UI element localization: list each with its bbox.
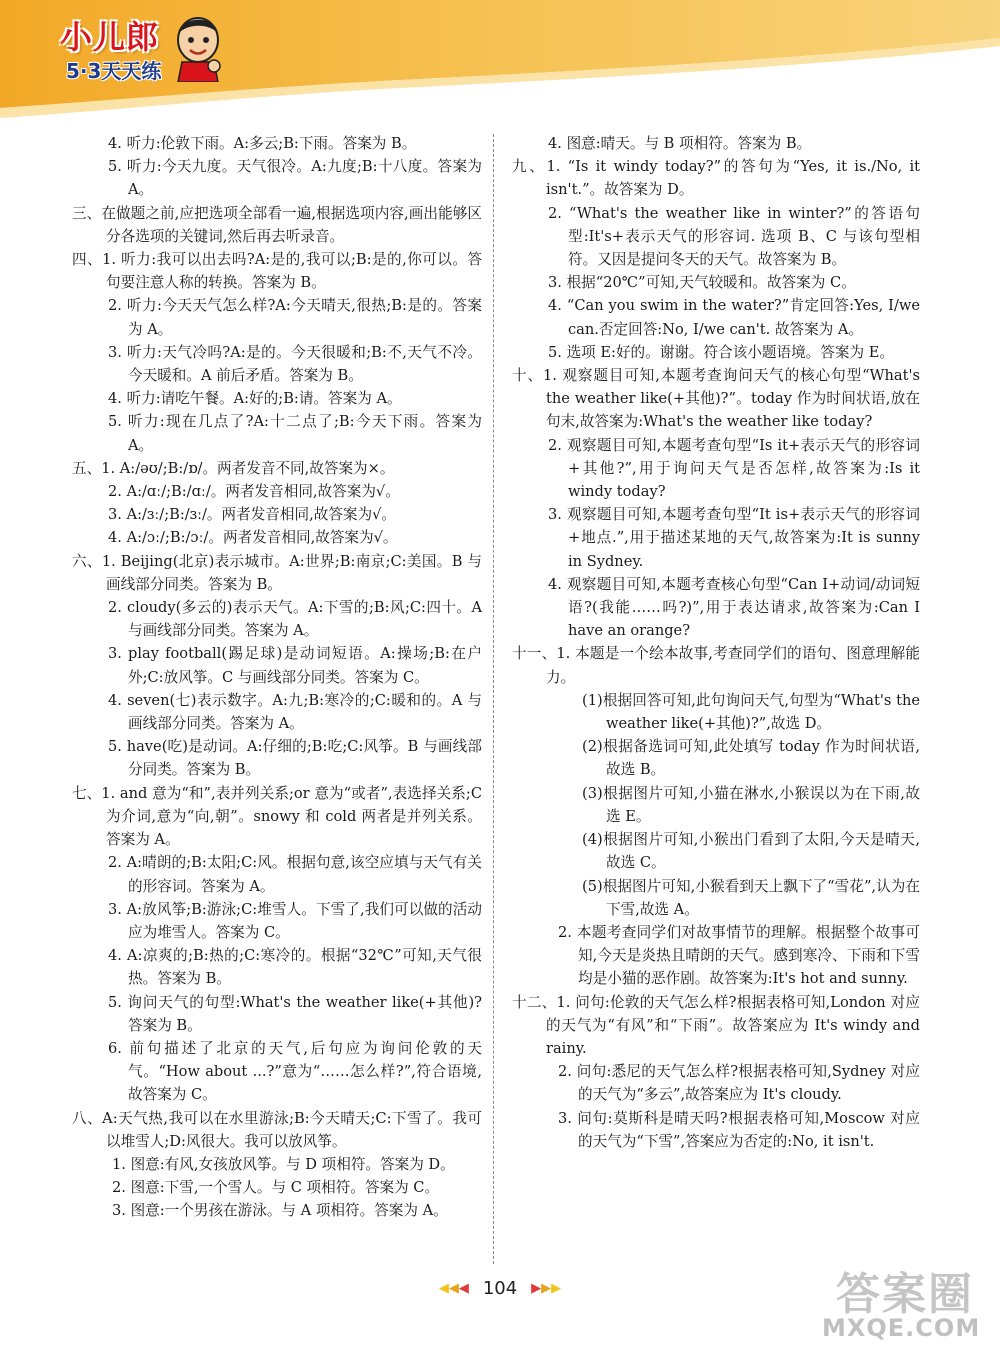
arrow-right-icon: ▶ (541, 1281, 552, 1296)
answer-entry: 4. A:凉爽的;B:热的;C:寒冷的。根据“32℃”可知,天气很热。答案为 B。 (108, 947, 482, 988)
answer-entry: 2. A:晴朗的;B:太阳;C:风。根据句意,该空应填与天气有关的形容词。答案为 A。 (108, 854, 482, 895)
watermark-url: MXQE.COM (822, 1314, 981, 1342)
page-header (0, 0, 1000, 118)
answer-entry: 5. 听力:今天九度。天气很冷。A:九度;B:十八度。答案为 A。 (108, 158, 482, 199)
arrow-left-icon: ◀ (438, 1281, 449, 1296)
answer-entry: 3. A:放风筝;B:游泳;C:堆雪人。下雪了,我们可以做的活动应为堆雪人。答案为 C。 (108, 900, 482, 941)
answer-entry: 十一、1. 本题是一个绘本故事,考查同学们的语句、图意理解能力。 (512, 645, 920, 686)
answer-entry: (2)根据备选词可知,此处填写 today 作为时间状语,故选 B。 (582, 738, 920, 779)
answer-entry: 1. 图意:有风,女孩放风筝。与 D 项相符。答案为 D。 (112, 1155, 455, 1173)
answer-entry: 4. 观察题目可知,本题考查核心句型“Can I+动词/动词短语?(我能……吗?)”,用于表达请求,故答案为:Can I have an orange? (548, 575, 920, 640)
answer-entry: 6. 前句描述了北京的天气,后句应为询问伦敦的天气。“How about ...?”意为“……怎么样?”,符合语境,故答案为 C。 (108, 1039, 482, 1104)
answer-entry: 4. 图意:晴天。与 B 项相符。答案为 B。 (548, 135, 812, 152)
watermark (818, 1258, 998, 1354)
answer-entry: 十二、1. 问句:伦敦的天气怎么样?根据表格可知,London 对应的天气为“有风”和“下雨”。故答案应为 It's windy and rainy. (512, 993, 920, 1057)
arrow-left-icon: ◀ (458, 1281, 469, 1296)
answer-entry: 四、1. 听力:我可以出去吗?A:是的,我可以;B:是的,你可以。答句要注意人称的转换。答案为 B。 (72, 251, 482, 292)
answer-entry: 4. 听力:请吃午餐。A:好的;B:请。答案为 A。 (108, 390, 402, 408)
answer-entry: 5. 询问天气的句型:What's the weather like(+其他)?答案为 B。 (108, 993, 482, 1034)
arrow-right-icon: ▶ (551, 1281, 562, 1296)
answer-entry: (1)根据回答可知,此句询问天气,句型为“What's the weather like(+其他)?”,故选 D。 (582, 691, 920, 733)
answer-entry: 三、在做题之前,应把选项全部看一遍,根据选项内容,画出能够区分各选项的关键词,然后再去听录音。 (72, 204, 482, 245)
brand-logo: 小儿郎 (60, 18, 160, 56)
answer-entry: (4)根据图片可知,小猴出门看到了太阳,今天是晴天,故选 C。 (582, 831, 920, 872)
answer-entry: 2. 观察题目可知,本题考查句型“Is it+表示天气的形容词+其他?”,用于询问天气是否怎样,故答案为:Is it windy today? (548, 436, 920, 501)
answer-entry: 六、1. Beijing(北京)表示城市。A:世界;B:南京;C:美国。B 与画线部分同类。答案为 B。 (72, 552, 482, 593)
answer-entry: 4. 听力:伦敦下雨。A:多云;B:下雨。答案为 B。 (108, 135, 417, 152)
answer-entry: 八、A:天气热,我可以在水里游泳;B:今天晴天;C:下雪了。我可以堆雪人;D:风很大。我可以放风筝。 (72, 1109, 482, 1150)
answer-entry: 2. 问句:悉尼的天气怎么样?根据表格可知,Sydney 对应的天气为“多云”,故答案应为 It's cloudy. (558, 1063, 920, 1104)
series-logo: 5·3天天练 (66, 59, 162, 83)
answer-column-right (512, 132, 920, 1153)
answer-entry: 九、1. “Is it windy today?”的答句为“Yes, it is./No, it isn't.”。故答案为 D。 (512, 158, 920, 199)
answer-entry: (3)根据图片可知,小猫在淋水,小猴误以为在下雨,故选 E。 (582, 784, 920, 825)
answer-entry: 3. 根据“20℃”可知,天气较暖和。故答案为 C。 (548, 274, 856, 292)
answer-entry: 3. A:/ɜː/;B:/ɜː/。两者发音相同,故答案为√。 (108, 506, 396, 524)
answer-entry: 2. 听力:今天天气怎么样?A:今天晴天,很热;B:是的。答案为 A。 (108, 297, 482, 338)
answer-entry: 3. 问句:莫斯科是晴天吗?根据表格可知,Moscow 对应的天气为“下雪”,答案应为否定的:No, it isn't. (558, 1109, 920, 1150)
answer-entry: 3. 观察题目可知,本题考查句型“It is+表示天气的形容词+地点.”,用于描述某地的天气,故答案为:It is sunny in Sydney. (548, 506, 920, 570)
arrow-right-icon: ▶ (531, 1281, 542, 1296)
answer-entry: 4. A:/ɔː/;B:/ɔː/。两者发音相同,故答案为√。 (108, 529, 398, 547)
answer-column-left (72, 132, 482, 1223)
page-number: 104 (482, 1278, 518, 1299)
arrow-left-icon: ◀ (448, 1281, 459, 1296)
answer-entry: 2. cloudy(多云的)表示天气。A:下雪的;B:风;C:四十。A 与画线部分同类。答案为 A。 (108, 599, 482, 640)
answer-entry: 4. “Can you swim in the water?”肯定回答:Yes, I/we can.否定回答:No, I/we can't. 故答案为 A。 (548, 297, 920, 338)
answer-entry: 2. A:/ɑː/;B:/ɑː/。两者发音相同,故答案为√。 (108, 483, 400, 501)
answer-entry: 5. 听力:现在几点了?A:十二点了;B:今天下雨。答案为 A。 (108, 413, 482, 454)
answer-entry: 十、1. 观察题目可知,本题考查询问天气的核心句型“What's the weather like(+其他)?”。today 作为时间状语,放在句末,故答案为:What's the weather like today? (512, 367, 920, 431)
column-divider (493, 134, 494, 1264)
answer-entry: 2. 本题考查同学们对故事情节的理解。根据整个故事可知,今天是炎热且晴朗的天气。感到寒冷、下雨和下雪均是小猫的恶作剧。故答案为:It's hot and sunny. (558, 923, 920, 988)
answer-entry: 3. 图意:一个男孩在游泳。与 A 项相符。答案为 A。 (112, 1202, 448, 1220)
answer-entry: 七、1. and 意为“和”,表并列关系;or 意为“或者”,表选择关系;C 为介词,意为“向,朝”。snowy 和 cold 两者是并列关系。答案为 A。 (72, 784, 482, 849)
answer-entry: 3. 听力:天气冷吗?A:是的。今天很暖和;B:不,天气不冷。今天暖和。A 前后矛盾。答案为 B。 (108, 343, 482, 385)
answer-entry: 五、1. A:/əʊ/;B:/ɒ/。两者发音不同,故答案为×。 (72, 459, 395, 477)
watermark-text: 答案圈 (836, 1269, 974, 1320)
answer-entry: 5. 选项 E:好的。谢谢。符合该小题语境。答案为 E。 (548, 343, 894, 361)
mascot-icon (168, 10, 228, 82)
answer-entry: 2. “What's the weather like in winter?”的答语句型:It's+表示天气的形容词. 选项 B、C 与该句型相符。又因是提问冬天的天气。故答案为 B。 (548, 204, 920, 269)
answer-entry: 5. have(吃)是动词。A:仔细的;B:吃;C:风筝。B 与画线部分同类。答案为 B。 (108, 738, 482, 779)
answer-entry: (5)根据图片可知,小猴看到天上飘下了“雪花”,认为在下雪,故选 A。 (582, 877, 920, 918)
answer-entry: 2. 图意:下雪,一个雪人。与 C 项相符。答案为 C。 (112, 1179, 440, 1197)
answer-entry: 4. seven(七)表示数字。A:九;B:寒冷的;C:暖和的。A 与画线部分同类。答案为 A。 (108, 691, 482, 733)
answer-entry: 3. play football(踢足球)是动词短语。A:操场;B:在户外;C:放风筝。C 与画线部分同类。答案为 C。 (108, 645, 482, 686)
